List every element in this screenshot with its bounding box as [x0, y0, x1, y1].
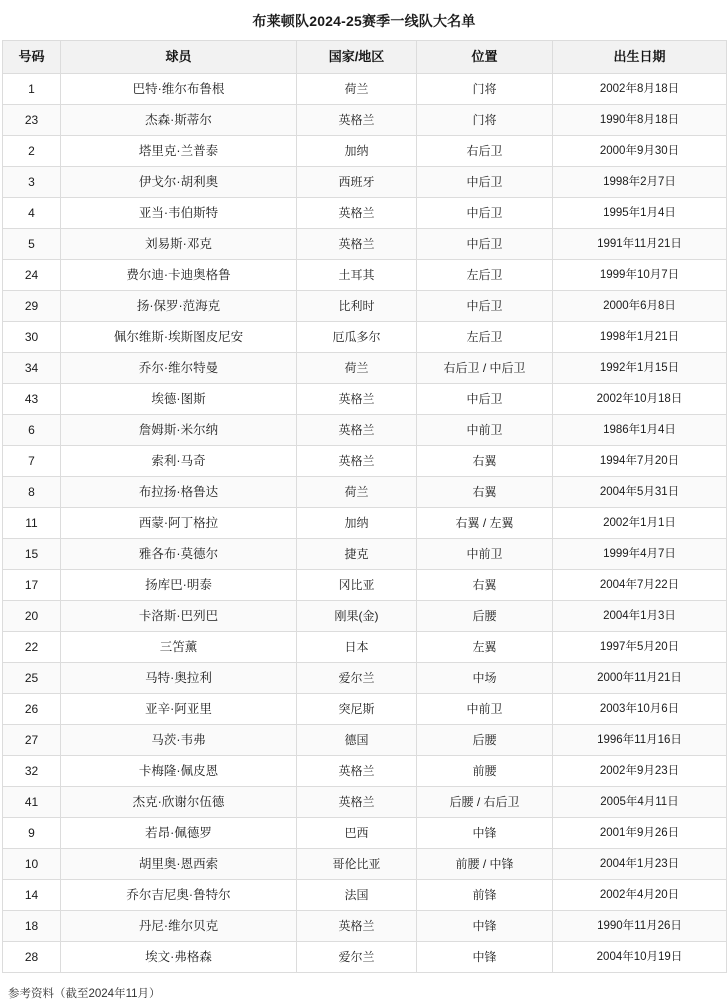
cell-player: 马茨·韦弗 — [61, 725, 297, 756]
cell-player: 扬·保罗·范海克 — [61, 291, 297, 322]
cell-number: 1 — [3, 74, 61, 105]
cell-dob: 2004年10月19日 — [553, 942, 727, 973]
squad-table — [2, 40, 727, 973]
cell-position: 左翼 — [417, 632, 553, 663]
cell-number: 30 — [3, 322, 61, 353]
cell-player: 埃德·图斯 — [61, 384, 297, 415]
table-row — [3, 880, 727, 911]
column-header-country: 国家/地区 — [297, 41, 417, 74]
cell-player: 佩尔维斯·埃斯图皮尼安 — [61, 322, 297, 353]
cell-player: 卡梅隆·佩皮恩 — [61, 756, 297, 787]
table-row — [3, 260, 727, 291]
cell-dob: 1991年11月21日 — [553, 229, 727, 260]
cell-country: 加纳 — [297, 508, 417, 539]
cell-country: 比利时 — [297, 291, 417, 322]
cell-country: 英格兰 — [297, 229, 417, 260]
cell-number: 29 — [3, 291, 61, 322]
cell-number: 14 — [3, 880, 61, 911]
cell-dob: 1986年1月4日 — [553, 415, 727, 446]
table-row — [3, 353, 727, 384]
cell-position: 中锋 — [417, 818, 553, 849]
cell-player: 索利·马奇 — [61, 446, 297, 477]
cell-position: 左后卫 — [417, 322, 553, 353]
cell-player: 埃文·弗格森 — [61, 942, 297, 973]
cell-player: 扬库巴·明泰 — [61, 570, 297, 601]
cell-position: 门将 — [417, 105, 553, 136]
table-row — [3, 942, 727, 973]
cell-position: 门将 — [417, 74, 553, 105]
cell-number: 8 — [3, 477, 61, 508]
table-row — [3, 601, 727, 632]
cell-position: 右后卫 / 中后卫 — [417, 353, 553, 384]
table-row — [3, 384, 727, 415]
table-row — [3, 477, 727, 508]
cell-dob: 1999年10月7日 — [553, 260, 727, 291]
cell-player: 乔尔·维尔特曼 — [61, 353, 297, 384]
cell-dob: 2004年7月22日 — [553, 570, 727, 601]
cell-number: 17 — [3, 570, 61, 601]
cell-position: 中前卫 — [417, 539, 553, 570]
table-row — [3, 694, 727, 725]
cell-dob: 2004年5月31日 — [553, 477, 727, 508]
cell-number: 4 — [3, 198, 61, 229]
cell-country: 突尼斯 — [297, 694, 417, 725]
cell-country: 加纳 — [297, 136, 417, 167]
cell-dob: 2002年8月18日 — [553, 74, 727, 105]
cell-country: 英格兰 — [297, 446, 417, 477]
cell-player: 乔尔吉尼奥·鲁特尔 — [61, 880, 297, 911]
cell-country: 荷兰 — [297, 353, 417, 384]
table-row — [3, 508, 727, 539]
table-row — [3, 570, 727, 601]
cell-number: 26 — [3, 694, 61, 725]
cell-number: 32 — [3, 756, 61, 787]
cell-number: 18 — [3, 911, 61, 942]
cell-player: 杰森·斯蒂尔 — [61, 105, 297, 136]
cell-position: 前腰 — [417, 756, 553, 787]
cell-player: 雅各布·莫德尔 — [61, 539, 297, 570]
table-row — [3, 787, 727, 818]
cell-dob: 2003年10月6日 — [553, 694, 727, 725]
page-title: 布莱顿队2024-25赛季一线队大名单 — [252, 13, 476, 29]
cell-position: 后腰 — [417, 601, 553, 632]
cell-player: 丹尼·维尔贝克 — [61, 911, 297, 942]
table-body — [3, 74, 727, 973]
cell-position: 中锋 — [417, 911, 553, 942]
cell-dob: 2000年9月30日 — [553, 136, 727, 167]
table-row — [3, 105, 727, 136]
cell-country: 土耳其 — [297, 260, 417, 291]
cell-country: 刚果(金) — [297, 601, 417, 632]
column-header-dob: 出生日期 — [553, 41, 727, 74]
cell-number: 34 — [3, 353, 61, 384]
cell-position: 右后卫 — [417, 136, 553, 167]
cell-country: 英格兰 — [297, 911, 417, 942]
cell-country: 冈比亚 — [297, 570, 417, 601]
cell-dob: 1998年2月7日 — [553, 167, 727, 198]
cell-country: 英格兰 — [297, 384, 417, 415]
cell-position: 中后卫 — [417, 198, 553, 229]
cell-player: 亚当·韦伯斯特 — [61, 198, 297, 229]
cell-country: 捷克 — [297, 539, 417, 570]
cell-dob: 2000年11月21日 — [553, 663, 727, 694]
footnote: 参考资料（截至2024年11月） — [8, 988, 161, 1000]
cell-position: 中场 — [417, 663, 553, 694]
cell-country: 英格兰 — [297, 105, 417, 136]
cell-number: 22 — [3, 632, 61, 663]
cell-number: 5 — [3, 229, 61, 260]
table-row — [3, 136, 727, 167]
cell-dob: 1998年1月21日 — [553, 322, 727, 353]
cell-dob: 1990年8月18日 — [553, 105, 727, 136]
cell-number: 3 — [3, 167, 61, 198]
table-row — [3, 539, 727, 570]
cell-country: 荷兰 — [297, 477, 417, 508]
cell-dob: 1997年5月20日 — [553, 632, 727, 663]
cell-dob: 2002年1月1日 — [553, 508, 727, 539]
cell-number: 41 — [3, 787, 61, 818]
table-row — [3, 849, 727, 880]
cell-position: 前锋 — [417, 880, 553, 911]
cell-position: 中后卫 — [417, 291, 553, 322]
cell-position: 左后卫 — [417, 260, 553, 291]
cell-number: 9 — [3, 818, 61, 849]
cell-player: 詹姆斯·米尔纳 — [61, 415, 297, 446]
cell-number: 2 — [3, 136, 61, 167]
table-row — [3, 663, 727, 694]
cell-country: 英格兰 — [297, 787, 417, 818]
cell-number: 43 — [3, 384, 61, 415]
cell-country: 西班牙 — [297, 167, 417, 198]
cell-dob: 1996年11月16日 — [553, 725, 727, 756]
cell-country: 日本 — [297, 632, 417, 663]
cell-player: 巴特·维尔布鲁根 — [61, 74, 297, 105]
table-row — [3, 229, 727, 260]
cell-dob: 1990年11月26日 — [553, 911, 727, 942]
cell-dob: 2002年9月23日 — [553, 756, 727, 787]
cell-position: 右翼 — [417, 570, 553, 601]
cell-dob: 2000年6月8日 — [553, 291, 727, 322]
cell-position: 中后卫 — [417, 384, 553, 415]
cell-position: 中锋 — [417, 942, 553, 973]
cell-number: 7 — [3, 446, 61, 477]
cell-country: 荷兰 — [297, 74, 417, 105]
cell-position: 后腰 / 右后卫 — [417, 787, 553, 818]
cell-country: 法国 — [297, 880, 417, 911]
table-row — [3, 415, 727, 446]
cell-dob: 1995年1月4日 — [553, 198, 727, 229]
cell-country: 英格兰 — [297, 756, 417, 787]
table-row — [3, 74, 727, 105]
cell-position: 右翼 — [417, 477, 553, 508]
cell-position: 右翼 — [417, 446, 553, 477]
table-header-row — [3, 41, 727, 74]
cell-player: 卡洛斯·巴列巴 — [61, 601, 297, 632]
column-header-number: 号码 — [3, 41, 61, 74]
cell-player: 伊戈尔·胡利奥 — [61, 167, 297, 198]
cell-dob: 1999年4月7日 — [553, 539, 727, 570]
cell-number: 23 — [3, 105, 61, 136]
cell-number: 15 — [3, 539, 61, 570]
cell-country: 哥伦比亚 — [297, 849, 417, 880]
table-header — [3, 41, 727, 74]
cell-player: 三笘薰 — [61, 632, 297, 663]
cell-position: 前腰 / 中锋 — [417, 849, 553, 880]
cell-dob: 2002年4月20日 — [553, 880, 727, 911]
cell-dob: 1992年1月15日 — [553, 353, 727, 384]
cell-number: 20 — [3, 601, 61, 632]
table-row — [3, 632, 727, 663]
table-row — [3, 198, 727, 229]
cell-position: 中后卫 — [417, 167, 553, 198]
cell-dob: 2002年10月18日 — [553, 384, 727, 415]
column-header-position: 位置 — [417, 41, 553, 74]
cell-player: 费尔迪·卡迪奥格鲁 — [61, 260, 297, 291]
cell-position: 右翼 / 左翼 — [417, 508, 553, 539]
cell-number: 28 — [3, 942, 61, 973]
cell-position: 中前卫 — [417, 415, 553, 446]
cell-number: 24 — [3, 260, 61, 291]
table-row — [3, 322, 727, 353]
cell-player: 塔里克·兰普泰 — [61, 136, 297, 167]
table-row — [3, 756, 727, 787]
cell-number: 11 — [3, 508, 61, 539]
column-header-player: 球员 — [61, 41, 297, 74]
cell-number: 27 — [3, 725, 61, 756]
cell-number: 25 — [3, 663, 61, 694]
cell-country: 德国 — [297, 725, 417, 756]
cell-country: 英格兰 — [297, 415, 417, 446]
table-row — [3, 291, 727, 322]
cell-dob: 2004年1月23日 — [553, 849, 727, 880]
cell-position: 中前卫 — [417, 694, 553, 725]
cell-player: 若昂·佩德罗 — [61, 818, 297, 849]
cell-position: 后腰 — [417, 725, 553, 756]
cell-player: 西蒙·阿丁格拉 — [61, 508, 297, 539]
cell-player: 亚辛·阿亚里 — [61, 694, 297, 725]
cell-dob: 2001年9月26日 — [553, 818, 727, 849]
table-row — [3, 911, 727, 942]
table-row — [3, 725, 727, 756]
cell-player: 布拉扬·格鲁达 — [61, 477, 297, 508]
cell-player: 马特·奥拉利 — [61, 663, 297, 694]
cell-number: 6 — [3, 415, 61, 446]
cell-player: 刘易斯·邓克 — [61, 229, 297, 260]
cell-dob: 2005年4月11日 — [553, 787, 727, 818]
cell-position: 中后卫 — [417, 229, 553, 260]
cell-dob: 1994年7月20日 — [553, 446, 727, 477]
table-row — [3, 818, 727, 849]
cell-player: 胡里奥·恩西索 — [61, 849, 297, 880]
cell-dob: 2004年1月3日 — [553, 601, 727, 632]
cell-country: 英格兰 — [297, 198, 417, 229]
cell-country: 爱尔兰 — [297, 663, 417, 694]
cell-number: 10 — [3, 849, 61, 880]
cell-player: 杰克·欣谢尔伍德 — [61, 787, 297, 818]
cell-country: 巴西 — [297, 818, 417, 849]
table-row — [3, 167, 727, 198]
table-row — [3, 446, 727, 477]
cell-country: 爱尔兰 — [297, 942, 417, 973]
cell-country: 厄瓜多尔 — [297, 322, 417, 353]
